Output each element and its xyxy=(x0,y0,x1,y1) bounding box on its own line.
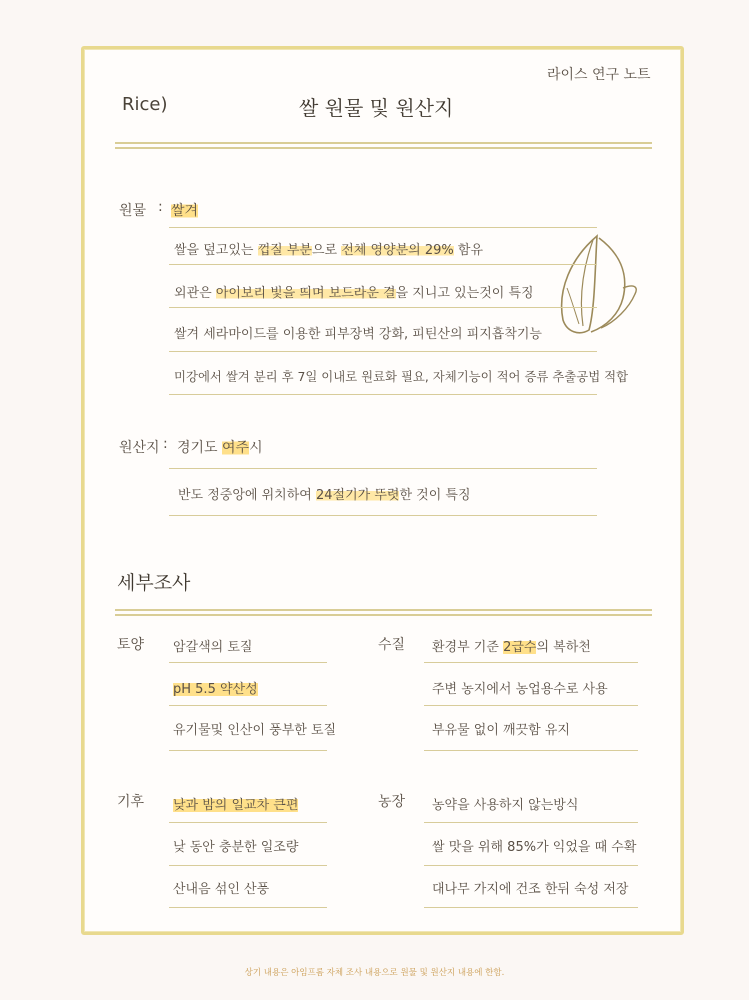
water-rule-1 xyxy=(424,662,638,663)
soil-label: 토양 xyxy=(117,637,145,653)
detail-divider xyxy=(115,609,652,611)
origin-label: 원산지 xyxy=(119,440,160,456)
rice-grain-illustration xyxy=(549,228,649,338)
highlight-appearance: 아이보리 빛을 띄며 보드라운 결 xyxy=(215,286,396,301)
material-line-1-mid: 으로 xyxy=(312,243,342,258)
material-line-2-text: 외관은 xyxy=(174,286,216,301)
material-line-3: 쌀겨 세라마이드를 이용한 피부장벽 강화, 피틴산의 피지흡착기능 xyxy=(174,327,542,342)
origin-colon: : xyxy=(163,436,168,452)
soil-rule-2 xyxy=(169,705,327,706)
material-line-1-text: 쌀을 덮고있는 xyxy=(174,243,258,258)
climate-label: 기후 xyxy=(117,794,145,810)
water-rule-3 xyxy=(424,750,638,751)
material-line-2-post: 을 지니고 있는것이 특징 xyxy=(395,286,534,301)
origin-value-text: 경기도 xyxy=(177,440,223,456)
material-colon: : xyxy=(158,199,163,215)
farm-rule-1 xyxy=(424,822,638,823)
farm-label: 농장 xyxy=(378,794,406,810)
material-underline xyxy=(169,227,597,228)
water-item-1-text: 환경부 기준 xyxy=(432,640,504,655)
material-line-3-rule xyxy=(169,351,597,352)
water-item-3: 부유물 없이 깨끗함 유지 xyxy=(432,723,570,738)
header-divider xyxy=(115,142,652,144)
farm-item-3: 대나무 가지에 건조 한뒤 숙성 저장 xyxy=(432,882,629,897)
rice-label: Rice) xyxy=(122,94,168,115)
material-label: 원물 xyxy=(119,203,147,219)
highlight-temperature: 낮과 밤의 일교차 큰편 xyxy=(173,798,299,813)
highlight-grade: 2급수 xyxy=(503,640,537,655)
farm-item-2: 쌀 맛을 위해 85%가 익었을 때 수확 xyxy=(432,840,637,855)
origin-line-1 xyxy=(178,484,471,503)
origin-underline xyxy=(169,468,597,469)
origin-value xyxy=(177,437,263,457)
water-rule-2 xyxy=(424,705,638,706)
material-line-2-rule xyxy=(169,307,597,308)
climate-rule-3 xyxy=(169,907,327,908)
climate-item-3: 산내음 섞인 산풍 xyxy=(173,882,270,897)
farm-rule-2 xyxy=(424,865,638,866)
material-line-1-rule xyxy=(169,264,597,265)
soil-item-1: 암갈색의 토질 xyxy=(173,640,253,655)
highlight-shell: 껍질 부분 xyxy=(257,243,312,258)
soil-item-2 xyxy=(173,678,258,697)
highlight-nutrient: 전체 영양분의 29% xyxy=(341,243,454,258)
farm-item-1: 농약을 사용하지 않는방식 xyxy=(432,798,579,813)
water-label: 수질 xyxy=(378,637,406,653)
farm-rule-3 xyxy=(424,907,638,908)
water-item-2: 주변 농지에서 농업용수로 사용 xyxy=(432,682,608,697)
water-item-1-post: 의 복하천 xyxy=(536,640,591,655)
note-label: 라이스 연구 노트 xyxy=(547,67,651,83)
detail-title: 세부조사 xyxy=(117,572,191,594)
soil-rule-3 xyxy=(169,750,327,751)
footer-disclaimer: 상기 내용은 아임프롬 자체 조사 내용으로 원물 및 원산지 내용에 한함. xyxy=(244,968,505,978)
origin-line-1-post: 한 것이 특징 xyxy=(399,488,471,503)
origin-line-1-rule xyxy=(169,515,597,516)
material-line-4: 미강에서 쌀겨 분리 후 7일 이내로 원료화 필요, 자체기능이 적어 증류 추출공법 적합 xyxy=(174,369,629,384)
highlight-ph: pH 5.5 약산성 xyxy=(173,682,258,697)
material-value-highlight: 쌀겨 xyxy=(171,203,199,219)
origin-line-1-text: 반도 정중앙에 위치하여 xyxy=(178,488,316,503)
material-line-2 xyxy=(174,282,534,301)
climate-rule-1 xyxy=(169,822,327,823)
material-line-1 xyxy=(174,239,483,258)
page-title: 쌀 원물 및 원산지 xyxy=(299,96,454,120)
origin-value-post: 시 xyxy=(249,440,263,456)
climate-item-1 xyxy=(173,794,298,813)
soil-rule-1 xyxy=(169,662,327,663)
climate-item-2: 낮 동안 충분한 일조량 xyxy=(173,840,299,855)
material-value xyxy=(171,200,198,220)
highlight-seasons: 24절기가 뚜렷 xyxy=(315,488,400,503)
climate-rule-2 xyxy=(169,865,327,866)
soil-item-3: 유기물및 인산이 풍부한 토질 xyxy=(173,723,337,738)
material-line-1-post: 함유 xyxy=(453,243,484,258)
water-item-1 xyxy=(432,636,591,655)
material-line-4-rule xyxy=(169,394,597,395)
highlight-yeoju: 여주 xyxy=(222,440,250,456)
